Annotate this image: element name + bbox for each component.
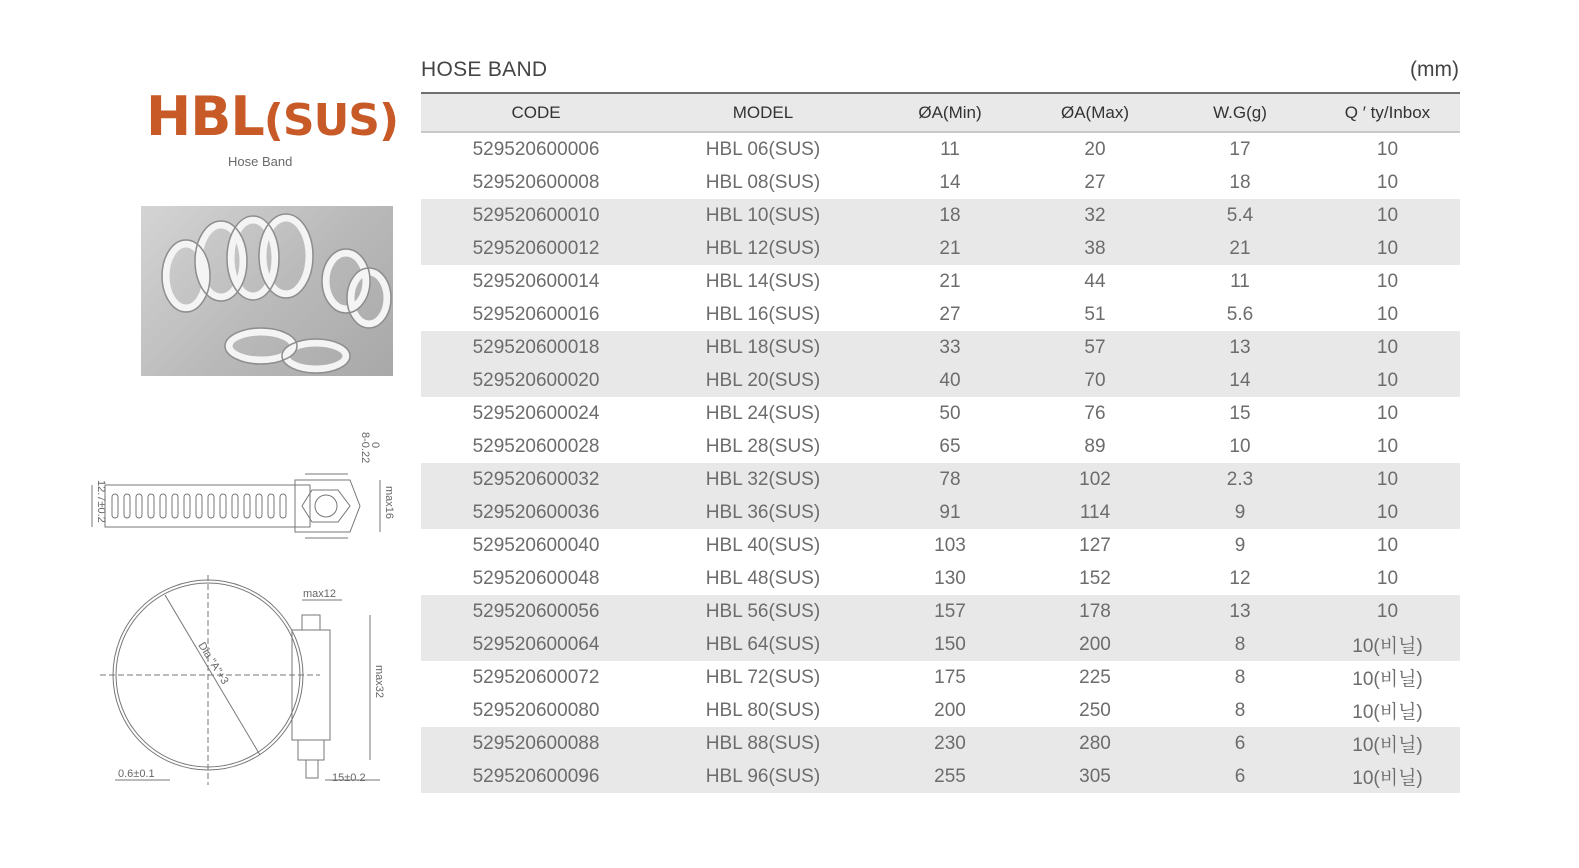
cell-model: HBL 08(SUS): [705, 171, 821, 193]
header-weight: W.G(g): [1213, 102, 1267, 122]
cell-dia-min: 175: [934, 666, 966, 688]
cell-dia-max: 102: [1079, 468, 1111, 490]
max12-dimension: max12: [303, 588, 337, 600]
cell-weight: 8: [1234, 633, 1246, 655]
cell-weight: 5.4: [1226, 204, 1254, 226]
thickness-dimension: 0.6±0.1: [118, 768, 155, 780]
cell-model: HBL 20(SUS): [705, 369, 821, 391]
cell-weight: 10: [1229, 435, 1251, 457]
cell-qty: 10: [1376, 534, 1399, 556]
product-title: [146, 84, 399, 154]
table-row: [421, 562, 1460, 595]
side-view-drawing: [80, 420, 410, 560]
cell-qty: 10: [1376, 204, 1399, 226]
cell-code: 529520600072: [472, 666, 600, 688]
cell-model: HBL 40(SUS): [705, 534, 821, 556]
cell-dia-max: 57: [1084, 336, 1106, 358]
cell-code: 529520600016: [472, 303, 600, 325]
product-title-suffix: (SUS): [263, 95, 399, 146]
max32-dimension: max32: [373, 665, 385, 699]
cell-model: HBL 48(SUS): [705, 567, 821, 589]
cell-dia-min: 150: [934, 633, 966, 655]
slot-dimension-zero: 0: [369, 442, 381, 449]
cell-weight: 21: [1229, 237, 1251, 259]
cell-weight: 6: [1234, 732, 1246, 754]
cell-dia-min: 40: [939, 369, 961, 391]
cell-dia-max: 44: [1084, 270, 1106, 292]
cell-model: HBL 56(SUS): [705, 600, 821, 622]
housing-dimension: 15±0.2: [332, 772, 366, 784]
hose-band-rings-illustration: [141, 206, 393, 376]
cell-code: 529520600018: [472, 336, 600, 358]
table-row: [421, 760, 1460, 793]
cell-weight: 11: [1230, 270, 1250, 292]
cell-dia-min: 65: [939, 435, 961, 457]
cell-weight: 6: [1234, 765, 1246, 787]
cell-weight: 8: [1234, 699, 1246, 721]
cell-model: HBL 32(SUS): [705, 468, 821, 490]
cell-model: HBL 14(SUS): [705, 270, 821, 292]
cell-dia-min: 27: [939, 303, 961, 325]
cell-qty: 10: [1376, 600, 1399, 622]
cell-code: 529520600024: [472, 402, 600, 424]
cell-dia-min: 78: [939, 468, 961, 490]
table-row: [421, 298, 1460, 331]
cell-code: 529520600096: [472, 765, 600, 787]
cell-weight: 17: [1229, 138, 1251, 160]
cell-code: 529520600032: [472, 468, 600, 490]
cell-dia-max: 32: [1084, 204, 1106, 226]
table-row: [421, 397, 1460, 430]
table-row: [421, 166, 1460, 199]
table-row: [421, 265, 1460, 298]
cell-model: HBL 80(SUS): [705, 699, 821, 721]
cell-weight: 15: [1229, 402, 1251, 424]
width-dimension: 12.7±0.2: [95, 480, 107, 523]
cell-qty: 10(비닐): [1352, 735, 1423, 756]
cell-code: 529520600008: [472, 171, 600, 193]
cell-code: 529520600040: [472, 534, 600, 556]
cell-dia-max: 152: [1079, 567, 1111, 589]
header-model: MODEL: [732, 102, 794, 122]
table-row: [421, 463, 1460, 496]
cell-dia-min: 91: [939, 501, 961, 523]
cell-dia-max: 70: [1084, 369, 1106, 391]
cell-qty: 10: [1376, 468, 1399, 490]
header-code: CODE: [511, 102, 561, 122]
cell-dia-max: 38: [1084, 237, 1106, 259]
cell-dia-max: 305: [1079, 765, 1111, 787]
cell-model: HBL 72(SUS): [705, 666, 821, 688]
table-row: [421, 331, 1460, 364]
cell-qty: 10: [1376, 402, 1399, 424]
cell-dia-min: 21: [939, 237, 961, 259]
table-header: [421, 92, 1460, 133]
cell-model: HBL 12(SUS): [705, 237, 821, 259]
product-subtitle: Hose Band: [228, 154, 293, 169]
cell-model: HBL 28(SUS): [705, 435, 821, 457]
cell-dia-max: 250: [1079, 699, 1111, 721]
cell-qty: 10: [1376, 435, 1399, 457]
cell-code: 529520600088: [472, 732, 600, 754]
cell-model: HBL 18(SUS): [705, 336, 821, 358]
cell-qty: 10: [1376, 237, 1399, 259]
cell-qty: 10: [1376, 336, 1399, 358]
cell-code: 529520600006: [472, 138, 600, 160]
cell-qty: 10: [1376, 369, 1399, 391]
cell-model: HBL 24(SUS): [705, 402, 821, 424]
table-row: [421, 529, 1460, 562]
side-view-svg: [80, 420, 410, 560]
cell-dia-max: 127: [1079, 534, 1111, 556]
table-row: [421, 133, 1460, 166]
cell-dia-max: 51: [1084, 303, 1106, 325]
cell-weight: 9: [1234, 501, 1246, 523]
cell-dia-min: 21: [939, 270, 961, 292]
cell-qty: 10: [1376, 501, 1399, 523]
cell-weight: 9: [1234, 534, 1246, 556]
cell-dia-min: 50: [939, 402, 961, 424]
table-row: [421, 496, 1460, 529]
cell-qty: 10(비닐): [1352, 669, 1423, 690]
cell-model: HBL 88(SUS): [705, 732, 821, 754]
header-dia-min: ØA(Min): [918, 102, 982, 122]
cell-weight: 14: [1229, 369, 1251, 391]
table-row: [421, 727, 1460, 760]
cell-weight: 13: [1229, 600, 1251, 622]
table-row: [421, 364, 1460, 397]
section-title: HOSE BAND: [421, 58, 548, 81]
slot-dimension: 8-0.22: [359, 432, 371, 464]
cell-qty: 10(비닐): [1352, 636, 1423, 657]
table-row: [421, 595, 1460, 628]
spec-table: [421, 92, 1460, 793]
cell-dia-max: 200: [1079, 633, 1111, 655]
cell-qty: 10: [1376, 303, 1399, 325]
cell-dia-min: 33: [939, 336, 961, 358]
max16-dimension: max16: [383, 486, 395, 520]
cell-qty: 10: [1376, 567, 1399, 589]
cell-weight: 13: [1229, 336, 1251, 358]
cell-code: 529520600012: [472, 237, 600, 259]
cell-weight: 5.6: [1226, 303, 1254, 325]
cell-model: HBL 16(SUS): [705, 303, 821, 325]
table-row: [421, 232, 1460, 265]
cell-model: HBL 36(SUS): [705, 501, 821, 523]
cell-dia-min: 157: [934, 600, 966, 622]
diameter-dimension: Dia."A"+3: [195, 640, 231, 687]
table-row: [421, 628, 1460, 661]
front-view-svg: [80, 575, 410, 795]
cell-dia-max: 89: [1084, 435, 1106, 457]
cell-model: HBL 10(SUS): [705, 204, 821, 226]
front-view-drawing: [80, 575, 410, 795]
cell-qty: 10: [1376, 138, 1399, 160]
cell-qty: 10(비닐): [1352, 768, 1423, 789]
table-row: [421, 199, 1460, 232]
product-photo: [141, 206, 393, 376]
cell-weight: 18: [1229, 171, 1251, 193]
cell-qty: 10: [1376, 270, 1399, 292]
cell-code: 529520600048: [472, 567, 600, 589]
cell-dia-max: 225: [1079, 666, 1111, 688]
cell-code: 529520600010: [472, 204, 600, 226]
cell-dia-min: 200: [934, 699, 966, 721]
cell-dia-min: 103: [934, 534, 966, 556]
cell-qty: 10(비닐): [1352, 702, 1423, 723]
cell-dia-min: 18: [939, 204, 961, 226]
cell-dia-min: 14: [939, 171, 961, 193]
header-qty-inbox: Q ′ ty/Inbox: [1344, 102, 1431, 122]
header-dia-max: ØA(Max): [1061, 102, 1129, 122]
cell-dia-min: 11: [940, 138, 960, 160]
cell-dia-min: 255: [934, 765, 966, 787]
cell-code: 529520600056: [472, 600, 600, 622]
cell-dia-max: 178: [1079, 600, 1111, 622]
table-row: [421, 430, 1460, 463]
unit-label: (mm): [1410, 58, 1459, 81]
cell-weight: 12: [1229, 567, 1251, 589]
cell-model: HBL 96(SUS): [705, 765, 821, 787]
cell-code: 529520600028: [472, 435, 600, 457]
cell-weight: 8: [1234, 666, 1246, 688]
cell-code: 529520600020: [472, 369, 600, 391]
cell-code: 529520600080: [472, 699, 600, 721]
cell-code: 529520600014: [472, 270, 600, 292]
cell-dia-max: 76: [1084, 402, 1106, 424]
cell-code: 529520600064: [472, 633, 600, 655]
cell-qty: 10: [1376, 171, 1399, 193]
cell-model: HBL 64(SUS): [705, 633, 821, 655]
table-row: [421, 694, 1460, 727]
cell-dia-max: 20: [1084, 138, 1106, 160]
cell-dia-min: 130: [934, 567, 966, 589]
cell-dia-max: 280: [1079, 732, 1111, 754]
cell-weight: 2.3: [1226, 468, 1254, 490]
product-title-main: HBL: [146, 85, 264, 148]
cell-dia-max: 27: [1084, 171, 1106, 193]
cell-code: 529520600036: [472, 501, 600, 523]
cell-dia-min: 230: [934, 732, 966, 754]
cell-model: HBL 06(SUS): [705, 138, 821, 160]
table-row: [421, 661, 1460, 694]
cell-dia-max: 114: [1079, 501, 1111, 523]
